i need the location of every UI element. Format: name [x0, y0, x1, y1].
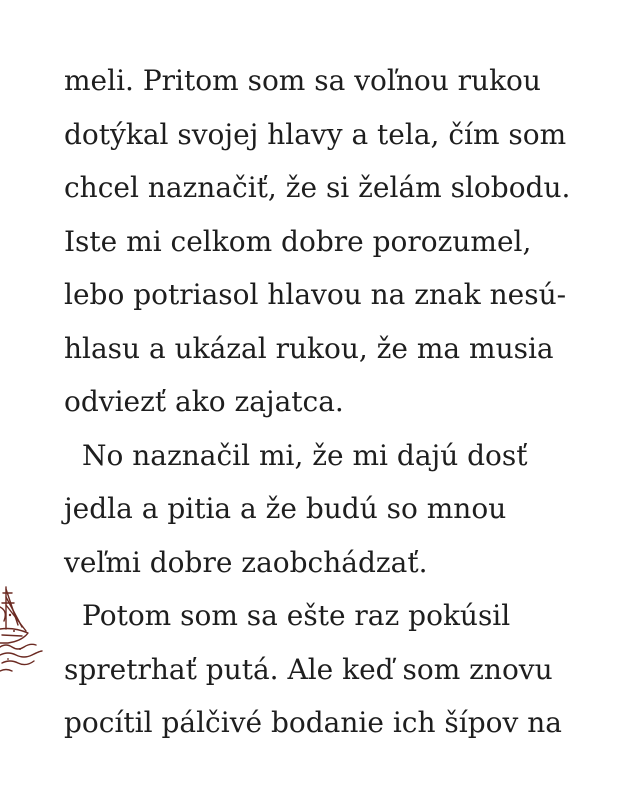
- text-line: spretrhať putá. Ale keď som znovu: [64, 652, 553, 686]
- text-line: dotýkal svojej hlavy a tela, čím som: [64, 117, 567, 151]
- text-line: odviezť ako zajatca.: [64, 385, 344, 418]
- paragraph-start-line: No naznačil mi, že mi dajú dosť: [82, 438, 528, 472]
- text-line: hlasu a ukázal rukou, že ma musia: [64, 331, 554, 365]
- text-line: veľmi dobre zaobchádzať.: [64, 545, 428, 579]
- text-line: chcel naznačiť, že si želám slobodu.: [64, 171, 571, 204]
- text-line: meli. Pritom som sa voľnou rukou: [64, 64, 541, 97]
- ship-illustration-icon: [0, 585, 44, 685]
- text-line: lebo potriasol hlavou na znak nesú-: [64, 278, 567, 311]
- text-line: pocítil pálčivé bodanie ich šípov na: [64, 706, 562, 739]
- text-line: jedla a pitia a že budú so mnou: [64, 492, 507, 525]
- body-text: [64, 54, 624, 750]
- paragraph-start-line: Potom som sa ešte raz pokúsil: [82, 599, 511, 632]
- text-line: Iste mi celkom dobre porozumel,: [64, 224, 532, 258]
